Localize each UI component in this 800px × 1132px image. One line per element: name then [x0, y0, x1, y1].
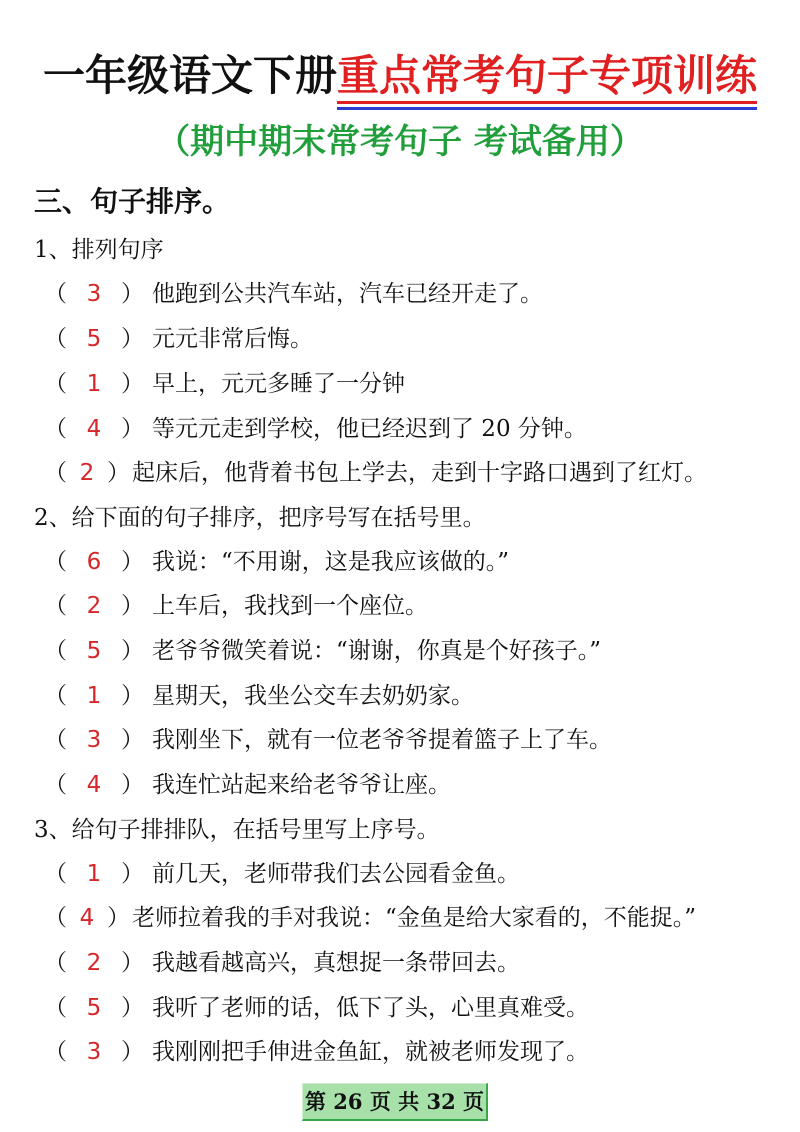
- question-3-title: 3、给句子排排队，在括号里写上序号。: [34, 817, 440, 843]
- page-number-footer: 第 26 页 共 32 页: [302, 1083, 488, 1121]
- sentence-text: 老师拉着我的手对我说：“金鱼是给大家看的，不能捉。”: [132, 905, 697, 931]
- question-3-item: （ 2 ） 我越看越高兴，真想捉一条带回去。: [44, 943, 520, 983]
- sentence-text: 前几天，老师带我们去公园看金鱼。: [152, 861, 520, 887]
- answer-number: 3: [86, 281, 102, 307]
- question-1-item: （ 2 ）起床后，他背着书包上学去，走到十字路口遇到了红灯。: [44, 453, 707, 493]
- question-3-item: （ 4 ）老师拉着我的手对我说：“金鱼是给大家看的，不能捉。”: [44, 898, 696, 938]
- sentence-text: 我说：“不用谢，这是我应该做的。”: [152, 549, 510, 575]
- sentence-text: 等元元走到学校，他已经迟到了 20 分钟。: [152, 416, 587, 442]
- answer-number: 5: [86, 638, 102, 664]
- answer-number: 2: [86, 950, 102, 976]
- question-3-item: （ 5 ） 我听了老师的话，低下了头，心里真难受。: [44, 988, 589, 1028]
- answer-number: 1: [86, 683, 102, 709]
- sentence-text: 元元非常后悔。: [152, 326, 313, 352]
- title-red-part: 重点常考句子专项训练: [337, 48, 757, 104]
- answer-number: 6: [86, 549, 102, 575]
- answer-number: 4: [79, 905, 95, 931]
- page-subtitle: （期中期末常考句子 考试备用）: [156, 122, 644, 162]
- answer-number: 1: [86, 371, 102, 397]
- sentence-text: 早上，元元多睡了一分钟: [152, 371, 405, 397]
- answer-number: 1: [86, 861, 102, 887]
- sentence-text: 我听了老师的话，低下了头，心里真难受。: [152, 995, 589, 1021]
- question-2-item: （ 6 ） 我说：“不用谢，这是我应该做的。”: [44, 542, 509, 582]
- question-2-item: （ 3 ） 我刚坐下，就有一位老爷爷提着篮子上了车。: [44, 720, 612, 760]
- question-1-item: （ 4 ） 等元元走到学校，他已经迟到了 20 分钟。: [44, 409, 587, 449]
- question-1-item: （ 1 ） 早上，元元多睡了一分钟: [44, 364, 405, 404]
- answer-number: 2: [86, 593, 102, 619]
- sentence-text: 他跑到公共汽车站，汽车已经开走了。: [152, 281, 543, 307]
- sentence-text: 上车后，我找到一个座位。: [152, 593, 428, 619]
- sentence-text: 我刚刚把手伸进金鱼缸，就被老师发现了。: [152, 1039, 589, 1065]
- answer-number: 4: [86, 416, 102, 442]
- page-title: [0, 48, 800, 104]
- sentence-text: 星期天，我坐公交车去奶奶家。: [152, 683, 474, 709]
- answer-number: 3: [86, 727, 102, 753]
- sentence-text: 我刚坐下，就有一位老爷爷提着篮子上了车。: [152, 727, 612, 753]
- question-2-item: （ 2 ） 上车后，我找到一个座位。: [44, 586, 428, 626]
- question-1-item: （ 3 ） 他跑到公共汽车站，汽车已经开走了。: [44, 274, 543, 314]
- question-2-item: （ 4 ） 我连忙站起来给老爷爷让座。: [44, 765, 451, 805]
- question-1-item: （ 5 ） 元元非常后悔。: [44, 319, 313, 359]
- answer-number: 2: [79, 460, 95, 486]
- answer-number: 5: [86, 995, 102, 1021]
- question-2-title: 2、给下面的句子排序，把序号写在括号里。: [34, 505, 486, 531]
- sentence-text: 老爷爷微笑着说：“谢谢，你真是个好孩子。”: [152, 638, 602, 664]
- answer-number: 5: [86, 326, 102, 352]
- title-black-part: 一年级语文下册: [42, 51, 337, 100]
- question-3-item: （ 1 ） 前几天，老师带我们去公园看金鱼。: [44, 854, 520, 894]
- question-1-title: 1、排列句序: [34, 237, 164, 263]
- sentence-text: 我连忙站起来给老爷爷让座。: [152, 772, 451, 798]
- answer-number: 3: [86, 1039, 102, 1065]
- section-heading: 三、句子排序。: [34, 185, 231, 218]
- question-2-item: （ 1 ） 星期天，我坐公交车去奶奶家。: [44, 676, 474, 716]
- answer-number: 4: [86, 772, 102, 798]
- question-3-item: （ 3 ） 我刚刚把手伸进金鱼缸，就被老师发现了。: [44, 1032, 589, 1072]
- question-2-item: （ 5 ） 老爷爷微笑着说：“谢谢，你真是个好孩子。”: [44, 631, 601, 671]
- sentence-text: 起床后，他背着书包上学去，走到十字路口遇到了红灯。: [132, 460, 707, 486]
- sentence-text: 我越看越高兴，真想捉一条带回去。: [152, 950, 520, 976]
